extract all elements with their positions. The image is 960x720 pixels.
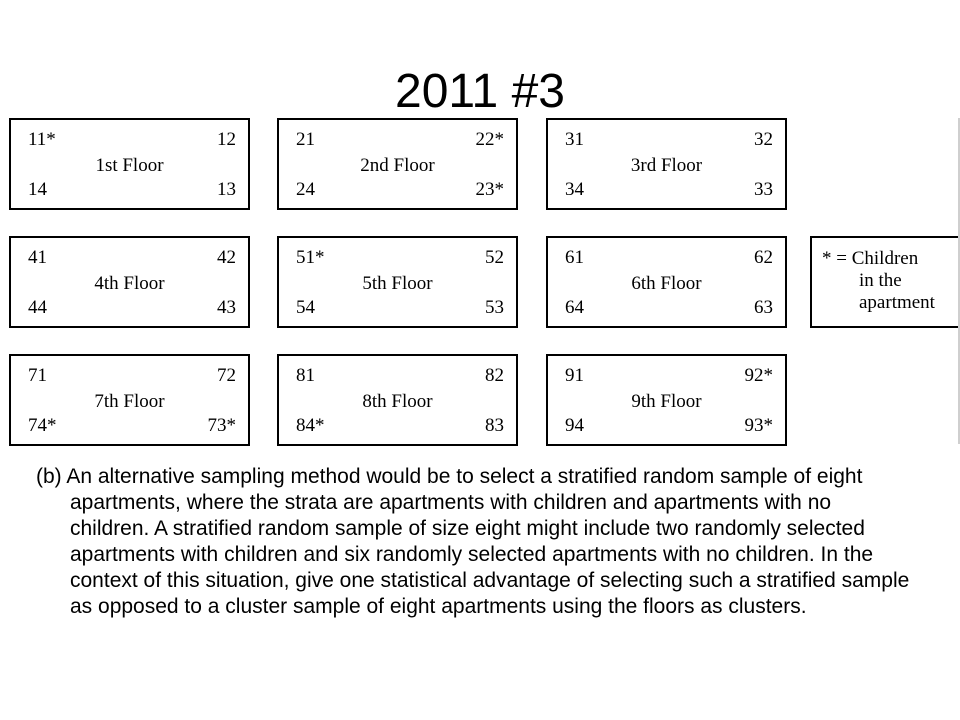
apartment-number: 33 (754, 179, 773, 200)
apartment-number: 44 (28, 297, 47, 318)
apartment-number: 94 (565, 415, 584, 436)
floor-label: 2nd Floor (360, 155, 435, 176)
apartment-number: 84* (296, 415, 325, 436)
apartment-number: 72 (217, 365, 236, 386)
apartment-number: 42 (217, 247, 236, 268)
apartment-number: 21 (296, 129, 315, 150)
floor-box-6 (546, 236, 787, 328)
legend-line-1: * = Children (822, 248, 919, 269)
apartment-number: 83 (485, 415, 504, 436)
apartment-number: 14 (28, 179, 47, 200)
apartment-number: 31 (565, 129, 584, 150)
apartment-number: 32 (754, 129, 773, 150)
floor-label: 8th Floor (362, 391, 433, 412)
apartment-number: 43 (217, 297, 236, 318)
floor-label: 7th Floor (94, 391, 165, 412)
apartment-number: 23* (475, 179, 504, 200)
apartment-number: 13 (217, 179, 236, 200)
apartment-number: 52 (485, 247, 504, 268)
apartment-number: 61 (565, 247, 584, 268)
apartment-number: 74* (28, 415, 57, 436)
floor-box-9 (546, 354, 787, 446)
apartment-number: 54 (296, 297, 315, 318)
floor-box-1 (9, 118, 250, 210)
slide-title: 2011 #3 (395, 65, 565, 118)
apartment-number: 34 (565, 179, 584, 200)
floor-box-2 (277, 118, 518, 210)
apartment-number: 11* (28, 129, 56, 150)
apartment-number: 73* (207, 415, 236, 436)
apartment-number: 71 (28, 365, 47, 386)
floor-label: 6th Floor (631, 273, 702, 294)
apartment-number: 91 (565, 365, 584, 386)
floor-label: 5th Floor (362, 273, 433, 294)
apartment-number: 63 (754, 297, 773, 318)
floor-label: 1st Floor (95, 155, 164, 176)
legend-line-3: apartment (859, 292, 935, 313)
apartment-number: 92* (744, 365, 773, 386)
floor-box-8 (277, 354, 518, 446)
apartment-number: 62 (754, 247, 773, 268)
apartment-number: 41 (28, 247, 47, 268)
apartment-number: 51* (296, 247, 325, 268)
apartment-number: 24 (296, 179, 315, 200)
floor-label: 3rd Floor (630, 155, 703, 176)
apartment-number: 64 (565, 297, 584, 318)
apartment-number: 53 (485, 297, 504, 318)
apartment-number: 12 (217, 129, 236, 150)
apartment-number: 22* (475, 129, 504, 150)
floor-label: 9th Floor (631, 391, 702, 412)
floor-box-3 (546, 118, 787, 210)
legend-box (810, 236, 960, 328)
legend-line-2: in the (859, 270, 902, 291)
floor-box-7 (9, 354, 250, 446)
floor-box-5 (277, 236, 518, 328)
floor-label: 4th Floor (94, 273, 165, 294)
apartment-number: 82 (485, 365, 504, 386)
question-text: (b) An alternative sampling method would be to select a stratified random sample of eight apartments, where the strata are apartments with children and apartments with no children. A stratified random sample of size eight might include two randomly selected apartments with children and six randomly selected apartments with no children. In the context of this situation, give one statistical advantage of selecting such a stratified sample as opposed to a cluster sample of eight apartments using the floors as clusters. (36, 465, 910, 618)
floor-box-4 (9, 236, 250, 328)
apartment-number: 93* (744, 415, 773, 436)
apartment-number: 81 (296, 365, 315, 386)
apartment-building-figure (0, 118, 960, 448)
